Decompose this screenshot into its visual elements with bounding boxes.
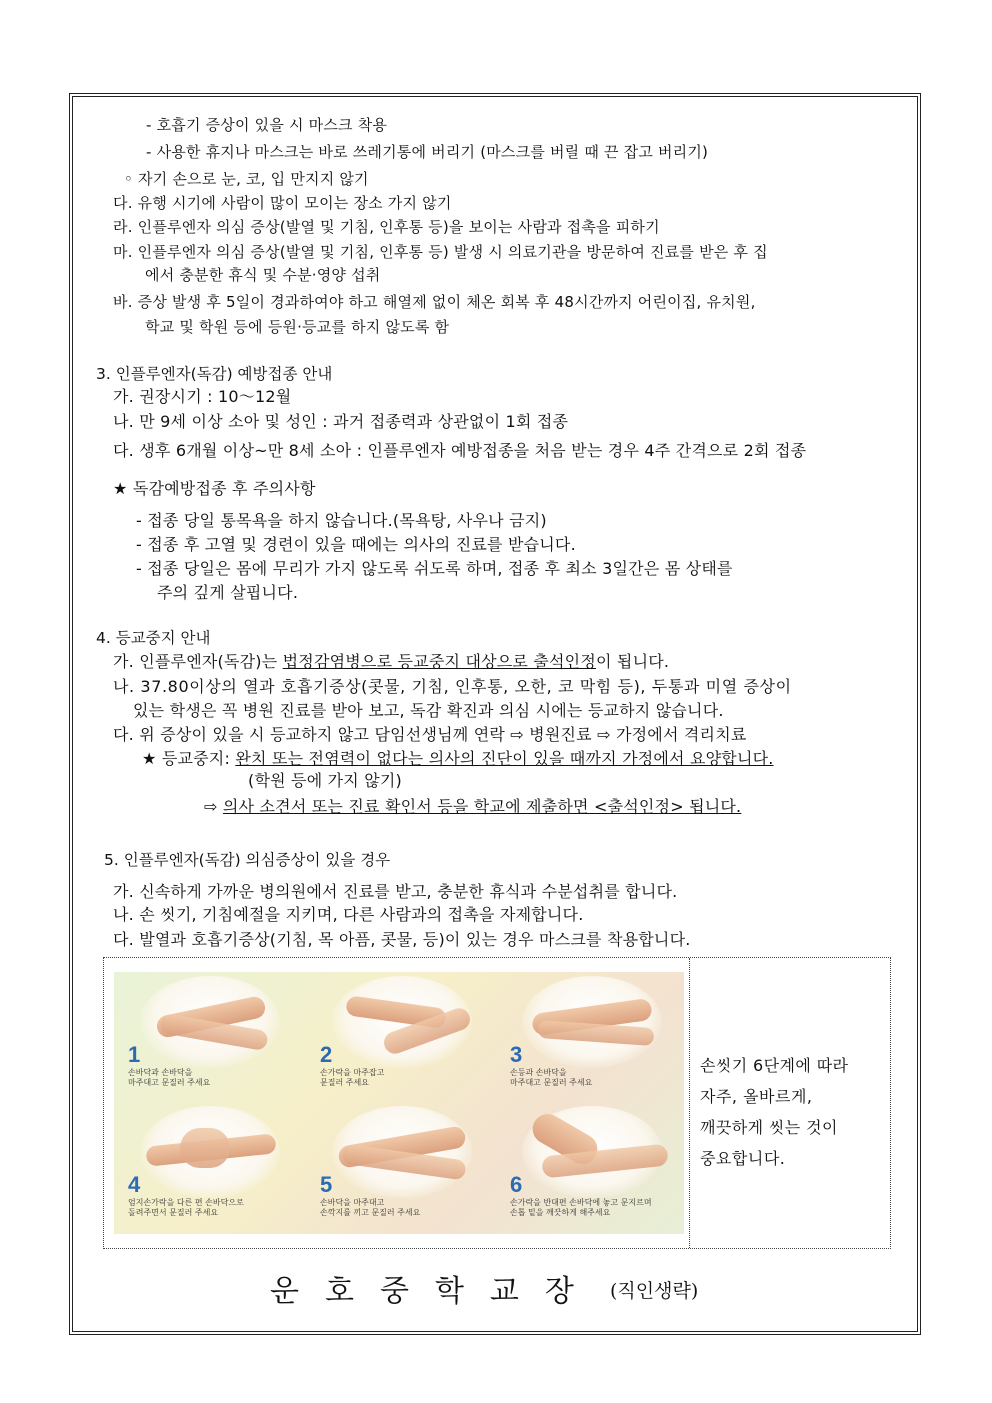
list-item: - 접종 당일 통목욕을 하지 않습니다.(목욕탕, 사우나 금지): [136, 511, 547, 530]
caption-line: 마주대고 문질러 주세요: [128, 1078, 211, 1087]
step-caption: [510, 1068, 592, 1088]
caution-title: ★ 독감예방접종 후 주의사항: [113, 479, 316, 498]
section-title: 4. 등교중지 안내: [96, 629, 211, 647]
stop-notice: [142, 749, 774, 769]
step-caption: [320, 1068, 384, 1088]
handwash-illustration: [114, 972, 684, 1234]
step-caption: [128, 1198, 244, 1218]
caption-line: 문질러 주세요: [320, 1078, 369, 1087]
step-number: 6: [510, 1172, 523, 1197]
handwash-note: [700, 1050, 886, 1174]
caption-line: 돌려주면서 문질러 주세요: [128, 1208, 219, 1217]
list-item: 가. 권장시기 : 10～12월: [113, 387, 292, 406]
section-title: 5. 인플루엔자(독감) 의심증상이 있을 경우: [104, 851, 391, 869]
caption-line: 손등과 손바닥을: [510, 1068, 567, 1077]
list-item: 나. 손 씻기, 기침예절을 지키며, 다른 사람과의 접촉을 자제합니다.: [113, 905, 584, 924]
step-number: 3: [510, 1042, 523, 1067]
step-caption: [128, 1068, 210, 1088]
note-line: 자주, 올바르게,: [700, 1087, 813, 1106]
note-line: 손씻기 6단계에 따라: [700, 1056, 849, 1075]
step-number: 2: [320, 1042, 333, 1067]
list-item: 다. 유행 시기에 사람이 많이 모이는 장소 가지 않기: [113, 194, 452, 212]
step-number: 4: [128, 1172, 141, 1197]
list-item: 바. 증상 발생 후 5일이 경과하여야 하고 해열제 없이 체온 회복 후 48시간까지 어린이집, 유치원,: [113, 293, 756, 311]
caption-line: 엄지손가락을 다른 편 손바닥으로: [128, 1198, 244, 1207]
list-item: - 접종 후 고열 및 경련이 있을 때에는 의사의 진료를 받습니다.: [136, 535, 576, 554]
list-item: 주의 깊게 살핍니다.: [157, 583, 299, 602]
list-item: - 접종 당일은 몸에 무리가 가지 않도록 쉬도록 하며, 접종 후 최소 3일간은 몸 상태를: [136, 559, 733, 578]
list-item: 다. 위 증상이 있을 시 등교하지 않고 담임선생님께 연락 ⇨ 병원진료 ⇨ 가정에서 격리치료: [113, 725, 747, 744]
divider: [689, 958, 690, 1248]
handwash-step: [312, 976, 494, 1100]
list-item: 라. 인플루엔자 의심 증상(발열 및 기침, 인후통 등)을 보이는 사람과 접촉을 피하기: [113, 218, 660, 236]
list-item: 가. 신속하게 가까운 병의원에서 진료를 받고, 충분한 휴식과 수분섭취를 합니다.: [113, 882, 678, 901]
text: 가. 인플루엔자(독감)는: [113, 652, 283, 671]
step-number: 5: [320, 1172, 333, 1197]
note-line: 중요합니다.: [700, 1149, 786, 1168]
list-item: [113, 652, 669, 672]
list-item: 다. 발열과 호흡기증상(기침, 목 아픔, 콧물, 등)이 있는 경우 마스크를 착용합니다.: [113, 930, 691, 949]
stop-paren: (학원 등에 가지 않기): [248, 771, 402, 790]
submit-notice: [204, 797, 741, 817]
caption-line: 마주대고 문질러 주세요: [510, 1078, 593, 1087]
step-caption: [320, 1198, 420, 1218]
list-item: 마. 인플루엔자 의심 증상(발열 및 기침, 인후통 등) 발생 시 의료기관을 방문하여 진료를 받은 후 집: [113, 243, 768, 261]
handwash-step: [502, 1106, 684, 1230]
list-item: - 호흡기 증상이 있을 시 마스크 착용: [146, 116, 388, 134]
section-title: 3. 인플루엔자(독감) 예방접종 안내: [96, 365, 333, 383]
step-caption: [510, 1198, 652, 1218]
list-item: ◦ 자기 손으로 눈, 코, 입 만지지 않기: [124, 170, 369, 188]
list-item: 다. 생후 6개월 이상~만 8세 소아 : 인플루엔자 예방접종을 처음 받는 경우 4주 간격으로 2회 접종: [113, 441, 807, 460]
hand-illustration: [180, 1128, 230, 1168]
text: ⇨: [204, 797, 223, 816]
list-item: 있는 학생은 꼭 병원 진료를 받아 보고, 독감 확진과 의심 시에는 등교하지 않습니다.: [133, 701, 724, 720]
handwash-step: [120, 1106, 302, 1230]
caption-line: 손바닥을 마주대고: [320, 1198, 385, 1207]
list-item: 나. 만 9세 이상 소아 및 성인 : 과거 접종력과 상관없이 1회 접종: [113, 412, 569, 431]
caption-line: 손바닥과 손바닥을: [128, 1068, 193, 1077]
text: ★ 등교중지:: [142, 749, 236, 768]
underlined-text: 완치 또는 전염력이 없다는 의사의 진단이 있을 때까지 가정에서 요양합니다.: [235, 749, 774, 768]
list-item: 에서 충분한 휴식 및 수분·영양 섭취: [145, 266, 381, 284]
caption-line: 손가락을 반대편 손바닥에 놓고 문지르며: [510, 1198, 652, 1207]
underlined-text: 의사 소견서 또는 진료 확인서 등을 학교에 제출하면 <출석인정> 됩니다.: [222, 797, 742, 816]
caption-line: 손톱 밑을 깨끗하게 해주세요: [510, 1208, 611, 1217]
underlined-text: 법정감염병으로 등교중지 대상으로 출석인정: [282, 652, 596, 671]
step-number: 1: [128, 1042, 141, 1067]
caption-line: 손깍지를 끼고 문질러 주세요: [320, 1208, 421, 1217]
handwash-step: [312, 1106, 494, 1230]
caption-line: 손가락을 마주잡고: [320, 1068, 385, 1077]
list-item: 나. 37.80이상의 열과 호흡기증상(콧물, 기침, 인후통, 오한, 코 막힘 등), 두통과 미열 증상이: [113, 677, 792, 696]
text: 이 됩니다.: [595, 652, 670, 671]
list-item: 학교 및 학원 등에 등원·등교를 하지 않도록 함: [145, 318, 450, 336]
handwash-step: [120, 976, 302, 1100]
handwash-box: [103, 957, 891, 1249]
seal-omitted-note: (직인생략): [610, 1280, 699, 1302]
school-principal-signature: 운호중학교장: [270, 1274, 600, 1309]
note-line: 깨끗하게 씻는 것이: [700, 1118, 838, 1137]
handwash-step: [502, 976, 684, 1100]
list-item: - 사용한 휴지나 마스크는 바로 쓰레기통에 버리기 (마스크를 버릴 때 끈 잡고 버리기): [146, 143, 709, 161]
